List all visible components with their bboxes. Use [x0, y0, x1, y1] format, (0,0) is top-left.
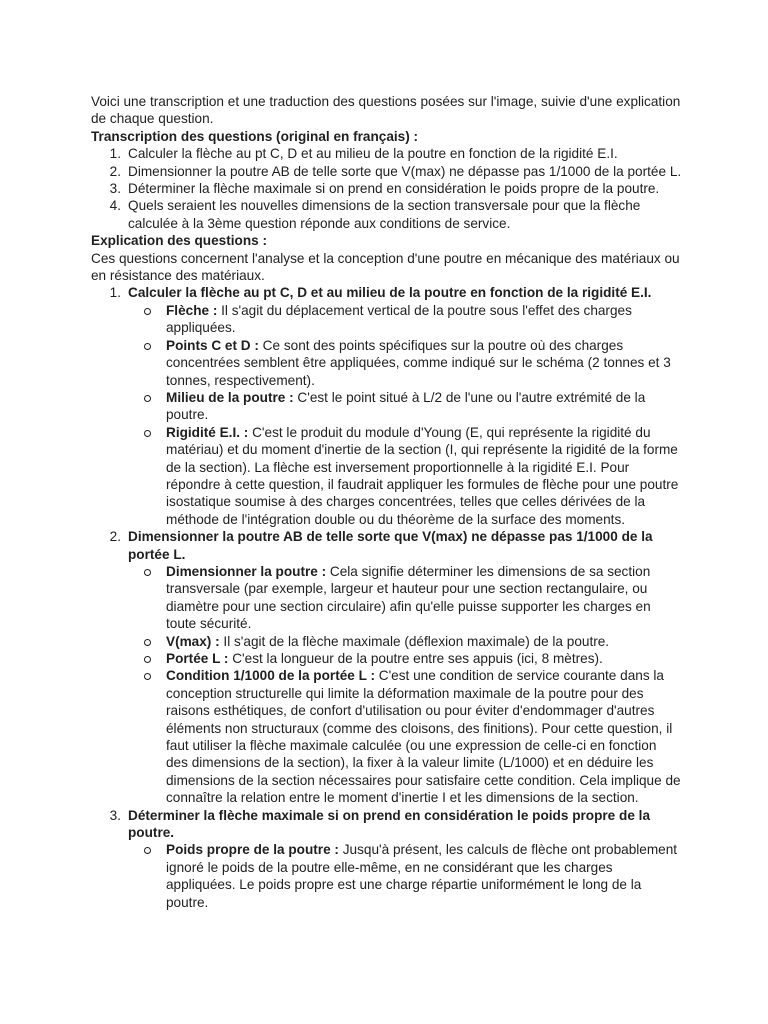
sub-point-text: Jusqu'à présent, les calculs de flèche ont probablement ignoré le poids de la poutre elle-même, en ne considérant que les charges appliquées. Le poids propre est une charge répartie uniformément le long de la poutre.	[166, 842, 678, 910]
sub-point-text: Il s'agit du déplacement vertical de la poutre sous l'effet des charges appliquées.	[166, 302, 632, 336]
sub-point	[166, 563, 682, 633]
transcription-item-1: Calculer la flèche au pt C, D et au milieu de la poutre en fonction de la rigidité E.I.	[128, 146, 618, 162]
explication-question-2	[128, 528, 682, 807]
sub-point-term: Milieu de la poutre :	[166, 389, 294, 405]
sub-point-term: Flèche :	[166, 302, 218, 318]
sub-point	[166, 389, 682, 424]
sub-point-term: Rigidité E.I. :	[166, 424, 249, 440]
intro-paragraph: Voici une transcription et une traduction des questions posées sur l'image, suivie d'une explication de chaque question.	[91, 94, 681, 127]
sub-point-text: C'est le produit du module d'Young (E, qui représente la rigidité du matériau) et du moment d'inertie de la section (I, qui représente la rigidité de la forme de la section). La flèche est inversement proportionnelle à la rigidité E.I. Pour répondre à cette question, il faudrait appliquer les formules de flèche pour une poutre isostatique soumise à des charges concentrées, telles que celles dérivées de la méthode de l'intégration double ou du théorème de la surface des moments.	[166, 424, 679, 527]
explication-question-3	[128, 807, 682, 911]
explication-list	[91, 284, 682, 911]
sub-point-term: Condition 1/1000 de la portée L :	[166, 668, 375, 684]
question-title: Dimensionner la poutre AB de telle sorte que V(max) ne dépasse pas 1/1000 de la portée L.	[128, 529, 653, 562]
question-title: Calculer la flèche au pt C, D et au milieu de la poutre en fonction de la rigidité E.I.	[128, 285, 652, 301]
sub-point-text: Il s'agit de la flèche maximale (déflexion maximale) de la poutre.	[219, 633, 610, 649]
transcription-list	[91, 145, 682, 232]
sub-point	[166, 841, 682, 911]
explication-question-1	[128, 284, 682, 528]
sub-point-term: Portée L :	[166, 651, 229, 666]
sub-point	[166, 650, 682, 667]
sub-point	[166, 424, 682, 528]
sub-point-list	[128, 841, 682, 911]
sub-point-term: Points C et D :	[166, 337, 259, 353]
sub-point-text: C'est la longueur de la poutre entre ses appuis (ici, 8 mètres).	[228, 651, 603, 666]
explication-intro: Ces questions concernent l'analyse et la conception d'une poutre en mécanique des matériaux ou en résistance des matériaux.	[91, 250, 680, 284]
sub-point	[166, 667, 682, 806]
sub-point-text: C'est une condition de service courante dans la conception structurelle qui limite la déformation maximale de la poutre pour des raisons esthétiques, de confort d'utilisation ou pour éviter d'endommager d'autres éléments non structuraux (comme des cloisons, des finitions). Pour cette question, il faut utiliser la flèche maximale calculée (ou une expression de celle-ci en fonction des dimensions de la section), la fixer à la valeur limite (L/1000) et en déduire les dimensions de la section nécessaires pour satisfaire cette condition. Cela implique de connaître la relation entre le moment d'inertie I et les dimensions de la section.	[166, 668, 681, 806]
sub-point-text: C'est le point situé à L/2 de l'une ou l'autre extrémité de la poutre.	[166, 389, 646, 423]
sub-point-list	[128, 302, 682, 528]
transcription-item-3: Déterminer la flèche maximale si on prend en considération le poids propre de la poutre.	[128, 181, 660, 197]
transcription-heading: Transcription des questions (original en français) :	[91, 128, 419, 144]
sub-point	[166, 302, 682, 337]
sub-point-text: Ce sont des points spécifiques sur la poutre où des charges concentrées semblent être appliquées, comme indiqué sur le schéma (2 tonnes et 3 tonnes, respectivement).	[166, 337, 671, 388]
transcription-item-2: Dimensionner la poutre AB de telle sorte que V(max) ne dépasse pas 1/1000 de la portée L.	[128, 163, 682, 179]
explication-heading: Explication des questions :	[91, 233, 267, 249]
sub-point-text: Cela signifie déterminer les dimensions de sa section transversale (par exemple, largeur et hauteur pour une section rectangulaire, ou diamètre pour une section circulaire) afin qu'elle puisse supporter les charges en toute sécurité.	[166, 563, 651, 632]
question-title: Déterminer la flèche maximale si on prend en considération le poids propre de la poutre.	[128, 807, 650, 841]
sub-point-term: V(max) :	[166, 633, 220, 649]
sub-point	[166, 337, 682, 389]
sub-point-list	[128, 563, 682, 807]
transcription-item-4: Quels seraient les nouvelles dimensions de la section transversale pour que la flèche calculée à la 3ème question réponde aux conditions de service.	[128, 198, 641, 231]
sub-point	[166, 633, 682, 650]
sub-point-term: Poids propre de la poutre :	[166, 842, 339, 858]
sub-point-term: Dimensionner la poutre :	[166, 563, 327, 579]
